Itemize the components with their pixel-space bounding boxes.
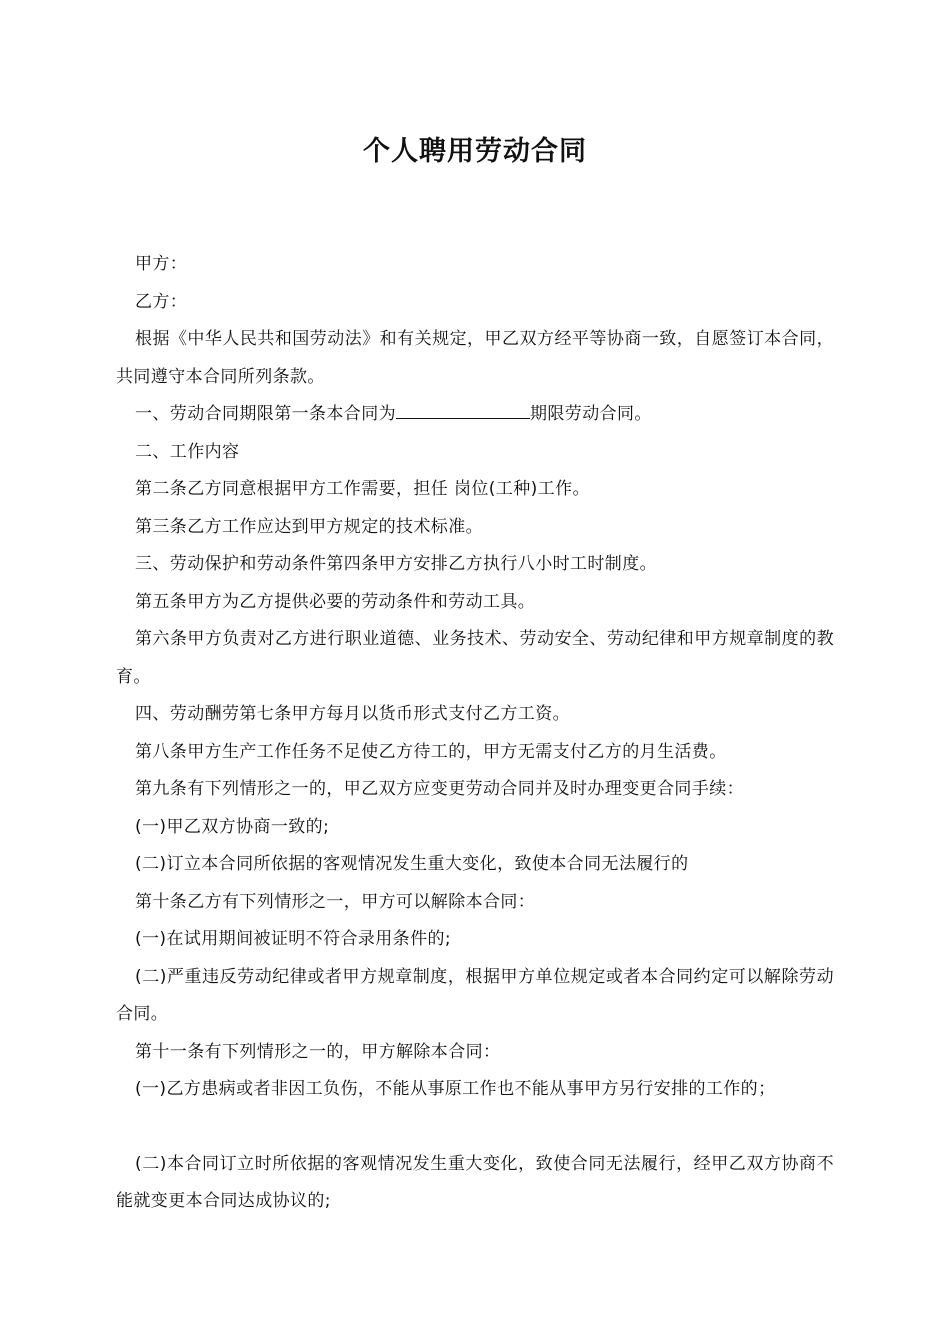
article-11-item-1: (一)乙方患病或者非因工负伤，不能从事原工作也不能从事甲方另行安排的工作的； [135, 1079, 776, 1099]
article-2-paragraph: 第二条乙方同意根据甲方工作需要，担任 岗位(工种)工作。 [135, 479, 590, 499]
article-5-paragraph: 第五条甲方为乙方提供必要的劳动条件和劳动工具。 [135, 591, 536, 612]
preamble-paragraph: 根据《中华人民共和国劳动法》和有关规定，甲乙双方经平等协商一致，自愿签订本合同，共同遵守本合同所列条款。 [116, 329, 834, 387]
party-b-line: 乙方： [135, 291, 188, 312]
article-1-paragraph [116, 396, 834, 434]
article-10-item-2: (二)严重违反劳动纪律或者甲方规章制度，根据甲方单位规定或者本合同约定可以解除劳动合同。 [116, 966, 834, 1024]
document-title: 个人聘用劳动合同 [363, 136, 587, 167]
article-1-text-after: 期限劳动合同。 [530, 404, 652, 424]
article-7-paragraph: 四、劳动酬劳第七条甲方每月以货币形式支付乙方工资。 [135, 704, 570, 724]
article-9-paragraph: 第九条有下列情形之一的，甲乙双方应变更劳动合同并及时办理变更合同手续： [135, 779, 744, 799]
article-11-paragraph: 第十一条有下列情形之一的，甲方解除本合同： [135, 1041, 501, 1062]
article-10-paragraph: 第十条乙方有下列情形之一，甲方可以解除本合同： [135, 891, 536, 912]
party-a-line: 甲方： [135, 254, 188, 274]
document-body [116, 246, 834, 1221]
article-8-paragraph: 第八条甲方生产工作任务不足使乙方待工的，甲方无需支付乙方的月生活费。 [135, 741, 727, 762]
contract-term-blank [396, 404, 530, 419]
article-9-item-2: (二)订立本合同所依据的客观情况发生重大变化，致使本合同无法履行的 [135, 854, 689, 874]
article-10-item-1: (一)在试用期间被证明不符合录用条件的; [135, 929, 451, 949]
article-4-paragraph: 三、劳动保护和劳动条件第四条甲方安排乙方执行八小时工时制度。 [135, 554, 657, 574]
article-9-item-1: (一)甲乙双方协商一致的; [135, 816, 330, 837]
section-2-heading: 二、工作内容 [135, 441, 240, 462]
article-6-paragraph: 第六条甲方负责对乙方进行职业道德、业务技术、劳动安全、劳动纪律和甲方规章制度的教育。 [116, 629, 834, 687]
article-11-item-2: (二)本合同订立时所依据的客观情况发生重大变化，致使合同无法履行，经甲乙双方协商不能就变更本合同达成协议的; [116, 1153, 834, 1211]
article-1-text-before: 一、劳动合同期限第一条本合同为 [135, 404, 396, 424]
article-3-paragraph: 第三条乙方工作应达到甲方规定的技术标准。 [135, 516, 483, 537]
